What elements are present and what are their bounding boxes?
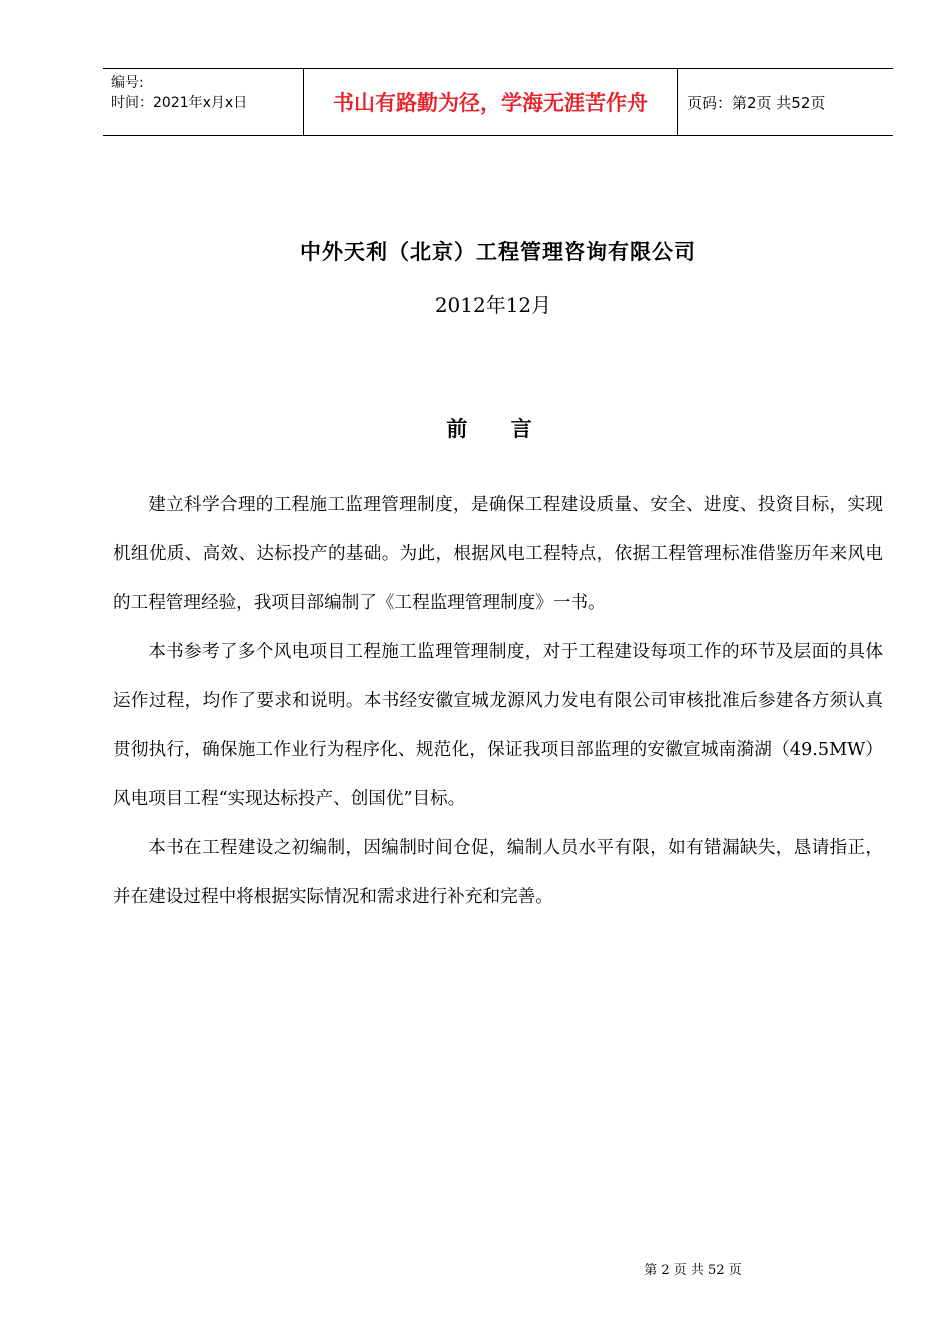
section-heading: 前 言 <box>446 417 550 441</box>
header-motto: 书山有路勤为径，学海无涯苦作舟 <box>304 69 678 135</box>
company-name: 中外天利（北京）工程管理咨询有限公司 <box>300 240 696 264</box>
time-label: 时间：2021年x月x日 <box>111 95 248 111</box>
document-date: 2012年12月 <box>434 293 552 317</box>
header-page-info: 页码：第2页 共52页 <box>687 93 826 112</box>
paragraph: 建立科学合理的工程施工监理管理制度，是确保工程建设质量、安全、进度、投资目标，实现机组优质、高效、达标投产的基础。为此，根据风电工程特点，依据工程管理标准借鉴历年来风电的工程管理经验，我项目部编制了《工程监理管理制度》一书。 <box>113 495 883 613</box>
paragraph: 本书参考了多个风电项目工程施工监理管理制度，对于工程建设每项工作的环节及层面的具体运作过程，均作了要求和说明。本书经安徽宣城龙源风力发电有限公司审核批准后参建各方须认真贯彻执行，确保施工作业行为程序化、规范化，保证我项目部监理的安徽宣城南漪湖（49.5MW）风电项目工程“实现达标投产、创国优”目标。 <box>113 642 883 809</box>
header-meta <box>103 69 304 135</box>
paragraph: 本书在工程建设之初编制，因编制时间仓促，编制人员水平有限，如有错漏缺失，恳请指正，并在建设过程中将根据实际情况和需求进行补充和完善。 <box>113 838 883 907</box>
page-footer: 第 2 页 共 52 页 <box>644 1263 742 1278</box>
preface-body <box>113 481 883 922</box>
page-header <box>103 68 893 136</box>
number-label: 编号: <box>111 75 144 91</box>
